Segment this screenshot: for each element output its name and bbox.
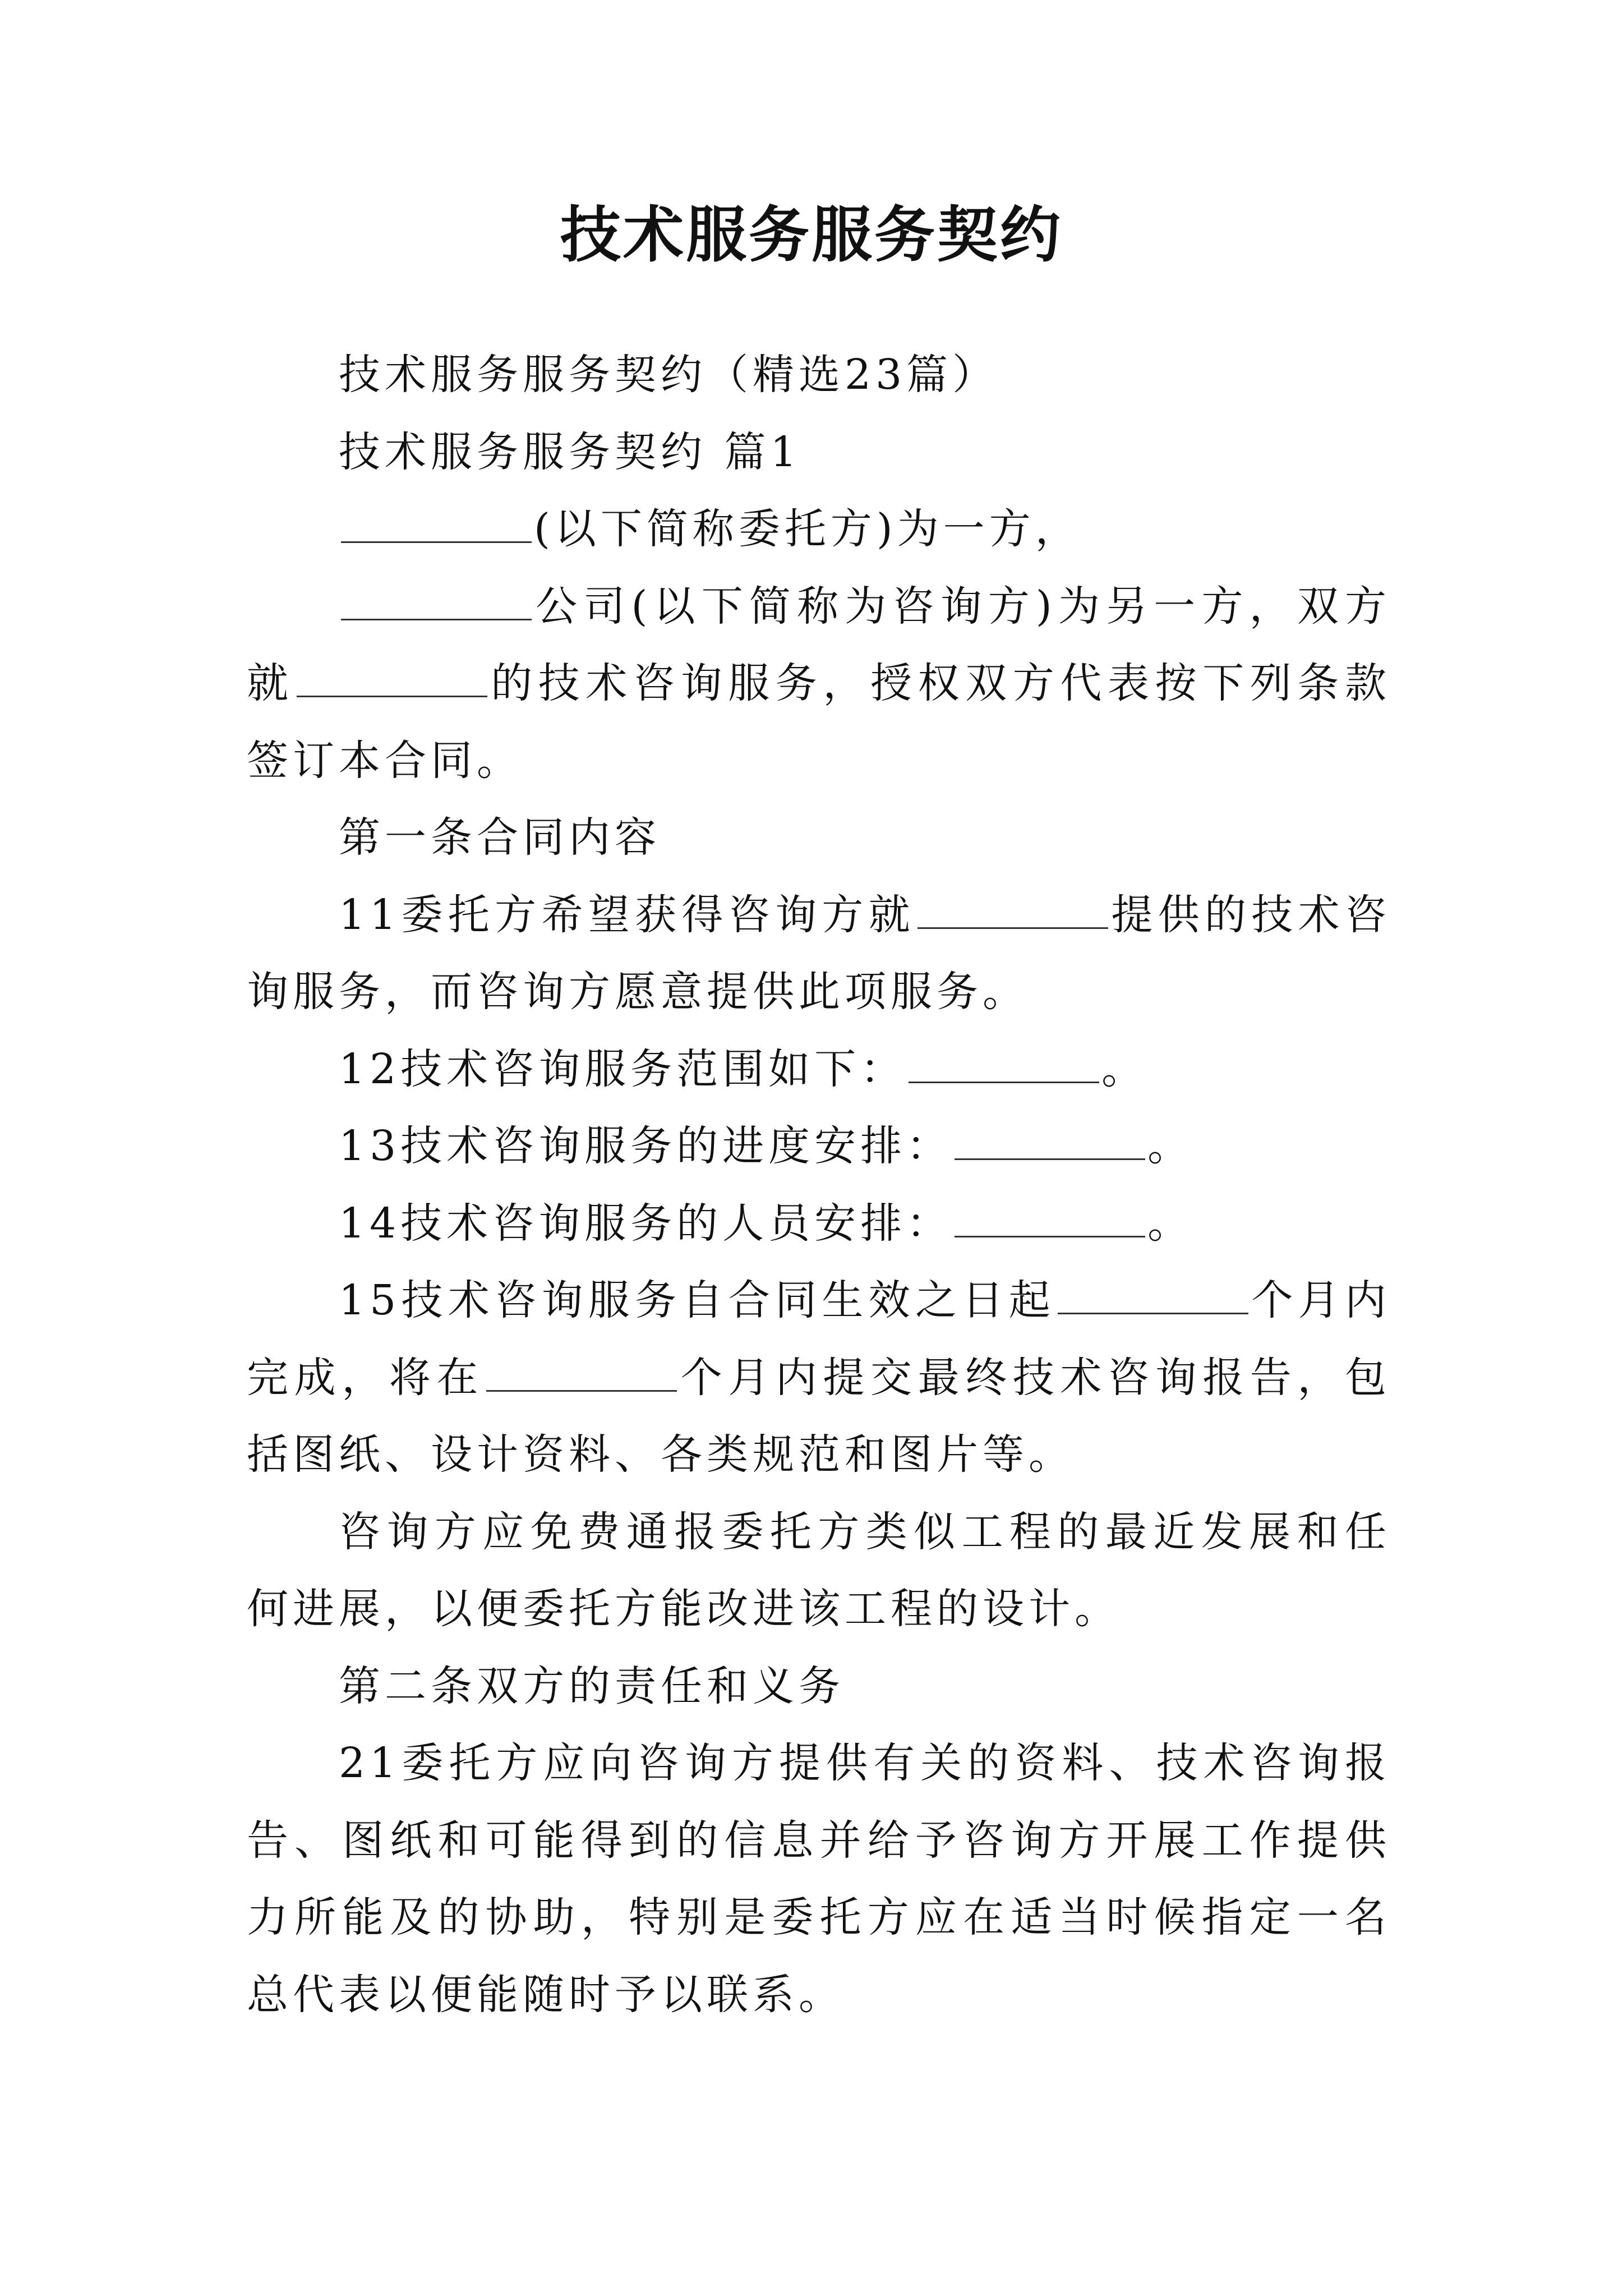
section-heading: 技术服务服务契约 篇1 bbox=[339, 427, 801, 476]
clause-1-5 bbox=[247, 1262, 1391, 1494]
clause-text: 。 bbox=[1147, 1199, 1194, 1248]
document-body bbox=[247, 337, 1391, 2033]
clause-1-3 bbox=[247, 1108, 1391, 1185]
document-subtitle: 技术服务服务契约（精选23篇） bbox=[339, 351, 999, 399]
document-title: 技术服务服务契约 bbox=[560, 200, 1063, 270]
fill-blank bbox=[955, 1125, 1145, 1160]
fill-blank bbox=[955, 1202, 1145, 1237]
fill-blank bbox=[486, 1356, 677, 1392]
fill-blank bbox=[341, 585, 532, 620]
paragraph-party-b bbox=[247, 568, 1391, 800]
clause-text: 13技术咨询服务的进度安排： bbox=[339, 1122, 953, 1170]
clause-text: 提供的技术咨询服务，而咨询方愿意提供此项服务。 bbox=[247, 890, 1391, 1016]
clause-2-1: 21委托方应向咨询方提供有关的资料、技术咨询报告、图纸和可能得到的信息并给予咨询方开展工作提供力所能及的协助，特别是委托方应在适当时候指定一名总代表以便能随时予以联系。 bbox=[247, 1739, 1391, 2019]
article-2-heading: 第二条双方的责任和义务 bbox=[339, 1662, 845, 1710]
fill-blank bbox=[297, 662, 487, 697]
clause-1-2 bbox=[247, 1031, 1391, 1108]
clause-text: 。 bbox=[1101, 1045, 1148, 1093]
clause-text: 12技术咨询服务范围如下： bbox=[339, 1045, 907, 1093]
clause-text: 15技术咨询服务自合同生效之日起 bbox=[339, 1276, 1056, 1324]
fill-blank bbox=[917, 894, 1108, 929]
clause-text: 14技术咨询服务的人员安排： bbox=[339, 1199, 953, 1248]
article-1-heading: 第一条合同内容 bbox=[339, 813, 661, 862]
fill-blank bbox=[341, 508, 532, 543]
paragraph-notify: 咨询方应免费通报委托方类似工程的最近发展和任何进展，以便委托方能改进该工程的设计。 bbox=[247, 1507, 1391, 1633]
clause-text: 11委托方希望获得咨询方就 bbox=[339, 890, 916, 939]
paragraph-text: (以下简称委托方)为一方， bbox=[534, 505, 1081, 553]
clause-text: 。 bbox=[1147, 1122, 1194, 1170]
paragraph-party-a bbox=[247, 491, 1391, 568]
fill-blank bbox=[909, 1048, 1099, 1083]
clause-1-4 bbox=[247, 1185, 1391, 1263]
paragraph-text: 公司(以下简称为咨询方)为另一方，双方就 bbox=[247, 582, 1391, 707]
clause-1-1 bbox=[247, 877, 1391, 1031]
clause-text: 个月内完成，将在 bbox=[247, 1276, 1391, 1402]
paragraph-text: 的技术咨询服务，授权双方代表按下列条款签订本合同。 bbox=[247, 659, 1391, 785]
fill-blank bbox=[1058, 1279, 1248, 1314]
clause-text: 个月内提交最终技术咨询报告，包括图纸、设计资料、各类规范和图片等。 bbox=[247, 1353, 1391, 1479]
